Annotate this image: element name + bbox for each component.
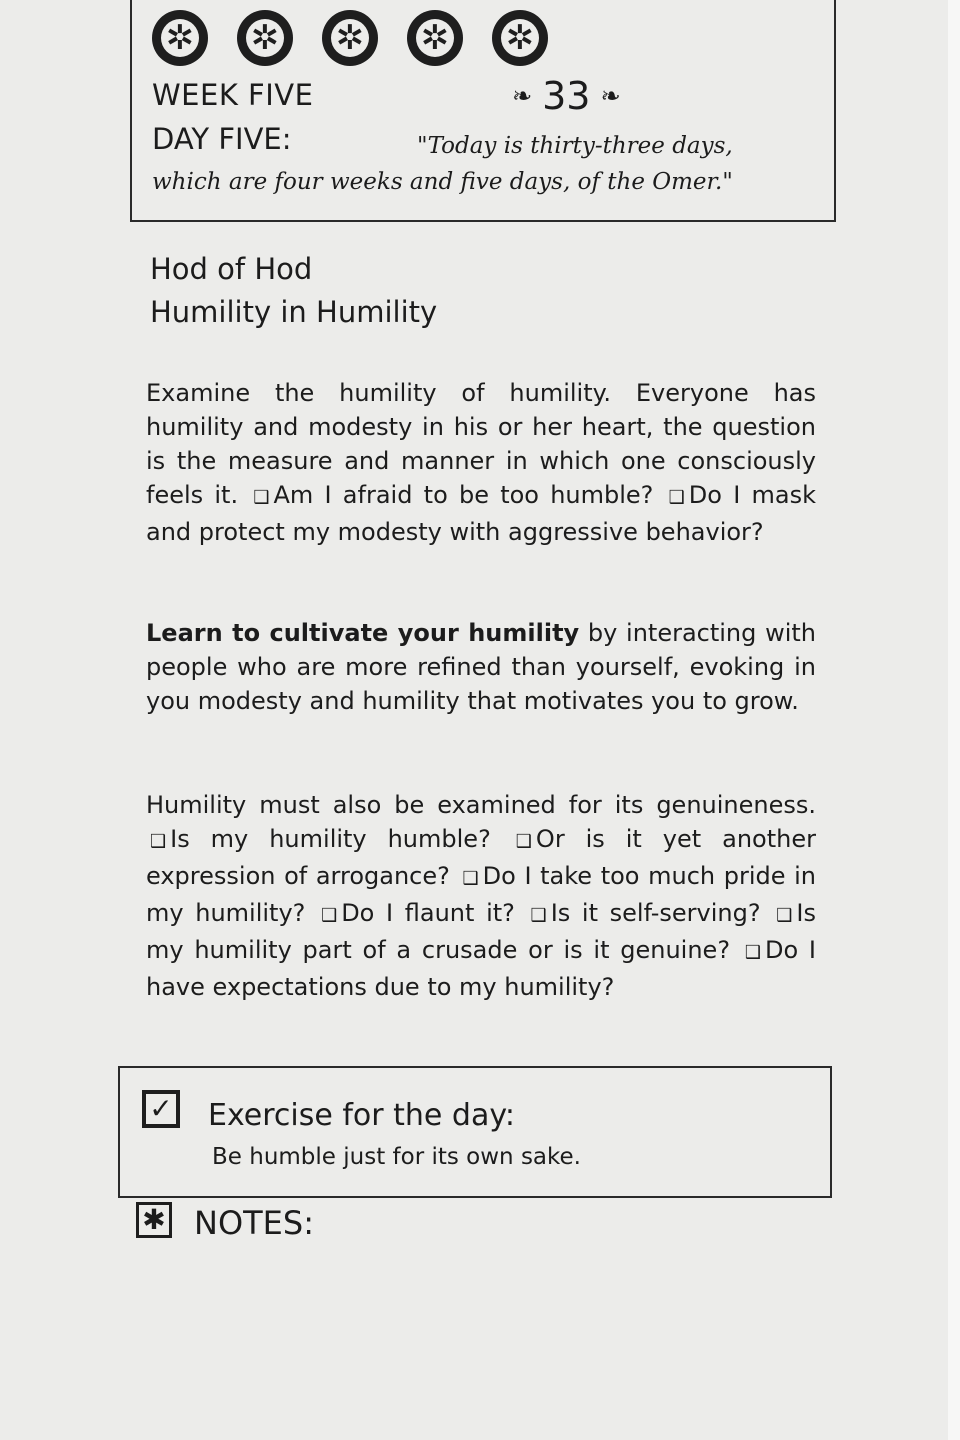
question: Do I have expectations due to my humility? (146, 936, 816, 1001)
asterisk-icon: ✱ (136, 1202, 172, 1238)
wheel-icon (492, 10, 548, 66)
wheel-row (152, 10, 548, 66)
ornament-icon: ❧ (600, 82, 621, 110)
checkbox-icon[interactable]: ❑ (321, 905, 338, 926)
exercise-text: Be humble just for its own sake. (212, 1144, 581, 1170)
paragraph-text: Examine the humility of humility. Everyone has humility and modesty in his or her heart, the question is the measure and manner in which one consciously feels it. (146, 379, 816, 509)
paragraph-examine (146, 376, 816, 549)
checkbox-icon[interactable]: ❑ (668, 487, 685, 508)
paragraph-text: by interacting with people who are more refined than yourself, evoking in you modesty and humility that motivates you to grow. (146, 619, 816, 715)
quote-line-2: which are four weeks and five days, of the Omer." (152, 169, 733, 195)
question: Is my humility part of a crusade or is it genuine? (146, 899, 816, 964)
week-label: WEEK FIVE (152, 78, 314, 112)
paragraph-text: Humility must also be examined for its genuineness. (146, 791, 816, 819)
checkbox-icon[interactable]: ❑ (253, 487, 270, 508)
paragraph-lead: Learn to cultivate your humility (146, 619, 580, 647)
ornament-icon: ❧ (512, 82, 533, 110)
day-count (512, 74, 621, 118)
question: Do I mask and protect my modesty with aggressive behavior? (146, 481, 816, 546)
checkbox-icon[interactable]: ❑ (530, 905, 547, 926)
day-label: DAY FIVE: (152, 122, 292, 156)
question: Is it self-serving? (550, 899, 761, 927)
header-box (130, 0, 836, 222)
checkbox-icon[interactable]: ❑ (776, 905, 793, 926)
question: Do I take too much pride in my humility? (146, 862, 816, 927)
count-quote (152, 128, 812, 200)
checkbox-icon[interactable]: ❑ (744, 942, 761, 963)
question: Am I afraid to be too humble? (273, 481, 654, 509)
wheel-icon (407, 10, 463, 66)
exercise-box (118, 1066, 832, 1198)
wheel-icon (322, 10, 378, 66)
paragraph-genuineness (146, 788, 816, 1004)
exercise-title: Exercise for the day: (208, 1098, 516, 1133)
checkbox-icon[interactable]: ❑ (462, 868, 479, 889)
wheel-icon (152, 10, 208, 66)
question: Do I flaunt it? (341, 899, 515, 927)
paragraph-cultivate (146, 616, 816, 718)
title-trait: Humility in Humility (150, 295, 438, 329)
checkbox-icon[interactable]: ❑ (150, 831, 167, 852)
notes-label: NOTES: (194, 1204, 314, 1242)
quote-line-1: "Today is thirty-three days, (417, 133, 733, 159)
wheel-icon (237, 10, 293, 66)
page-edge (948, 0, 960, 1440)
question: Or is it yet another expression of arrogance? (146, 825, 816, 890)
count-number: 33 (542, 74, 591, 118)
checkbox-icon[interactable]: ❑ (515, 831, 532, 852)
question: Is my humility humble? (170, 825, 491, 853)
title-sefirah: Hod of Hod (150, 252, 313, 286)
checkmark-icon: ✓ (142, 1090, 180, 1128)
